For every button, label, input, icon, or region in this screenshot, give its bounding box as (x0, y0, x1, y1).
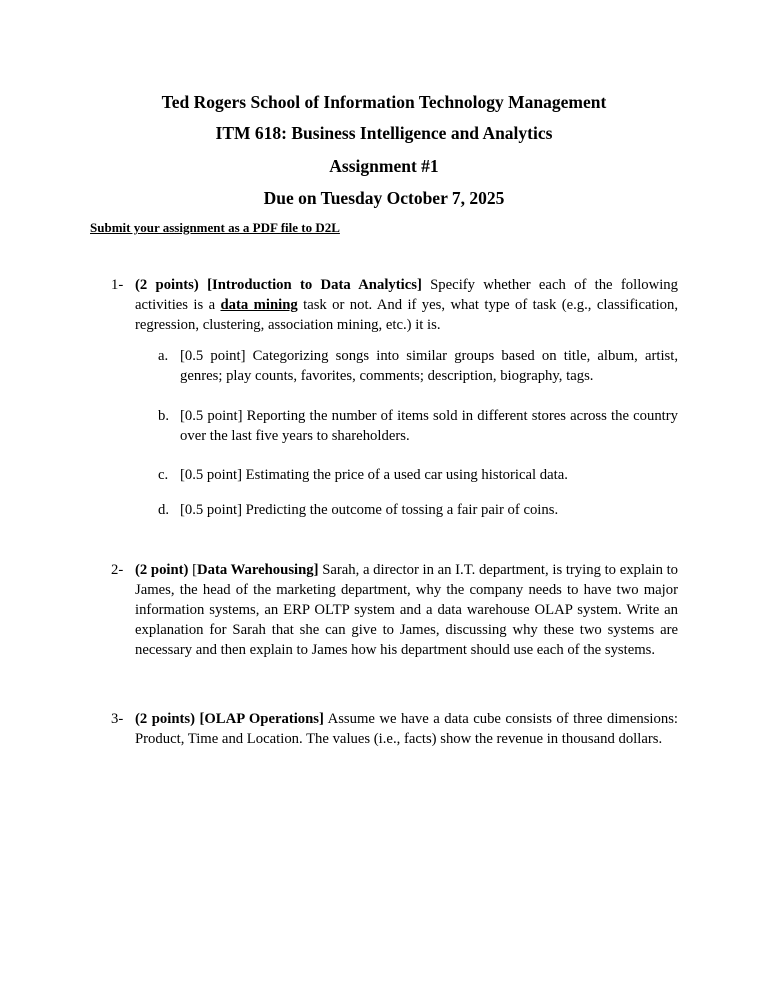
question-text-continued: task or not. And if yes, what type of task (e.g., classification, regression, clustering, association mining, etc.) it is. (135, 297, 679, 333)
question-topic: [OLAP Operations] (199, 711, 324, 727)
due-date: Due on Tuesday October 7, 2025 (263, 188, 505, 208)
question-3 (111, 709, 678, 749)
question-topic: Data Warehousing] (197, 562, 319, 578)
subpart-b (158, 406, 678, 446)
question-body (135, 275, 678, 335)
question-points: (2 points) (135, 277, 199, 293)
question-number: 3- (111, 711, 124, 727)
subpart-letter: c. (158, 467, 169, 483)
subpart-c (158, 465, 678, 485)
question-text: Specify whether each of the following activities is a (135, 277, 678, 313)
subpart-letter: b. (158, 408, 170, 424)
question-topic-bracket: [ (192, 562, 198, 578)
question-2 (111, 560, 678, 660)
subpart-a (158, 346, 678, 386)
subpart-letter: d. (158, 502, 170, 518)
question-text: Assume we have a data cube consists of three dimensions: Product, Time and Location. The values (i.e., facts) show the revenue in thousand dollars. (135, 711, 678, 747)
question-body (135, 709, 678, 749)
submit-instruction: Submit your assignment as a PDF file to D2L (90, 220, 340, 235)
subpart-text: [0.5 point] Reporting the number of items sold in different stores across the country over the last five years to shareholders. (180, 408, 678, 444)
question-1 (111, 275, 678, 335)
question-text: Sarah, a director in an I.T. department, is trying to explain to James, the head of the marketing department, why the company needs to have two major information systems, an ERP OLTP system and a data warehouse OLAP system. Write an explanation for Sarah that she can give to James, discussing why these two systems are necessary and then explain to James how his department should use each of the systems. (135, 562, 679, 658)
question-number: 2- (111, 562, 124, 578)
question-body (135, 560, 678, 660)
subpart-d (158, 500, 678, 520)
assignment-title: Assignment #1 (329, 156, 439, 176)
subpart-text: [0.5 point] Predicting the outcome of tossing a fair pair of coins. (180, 502, 559, 518)
question-points: (2 point) (135, 562, 189, 578)
question-emphasis: data mining (220, 297, 298, 313)
question-points: (2 points) (135, 711, 195, 727)
question-number: 1- (111, 277, 124, 293)
school-title: Ted Rogers School of Information Technology Management (161, 92, 607, 112)
course-title: ITM 618: Business Intelligence and Analytics (215, 123, 553, 143)
subpart-letter: a. (158, 348, 169, 364)
subpart-text: [0.5 point] Estimating the price of a used car using historical data. (180, 467, 568, 483)
question-topic: [Introduction to Data Analytics] (207, 277, 422, 293)
subpart-text: [0.5 point] Categorizing songs into similar groups based on title, album, artist, genres; play counts, favorites, comments; description, biography, tags. (180, 348, 678, 384)
